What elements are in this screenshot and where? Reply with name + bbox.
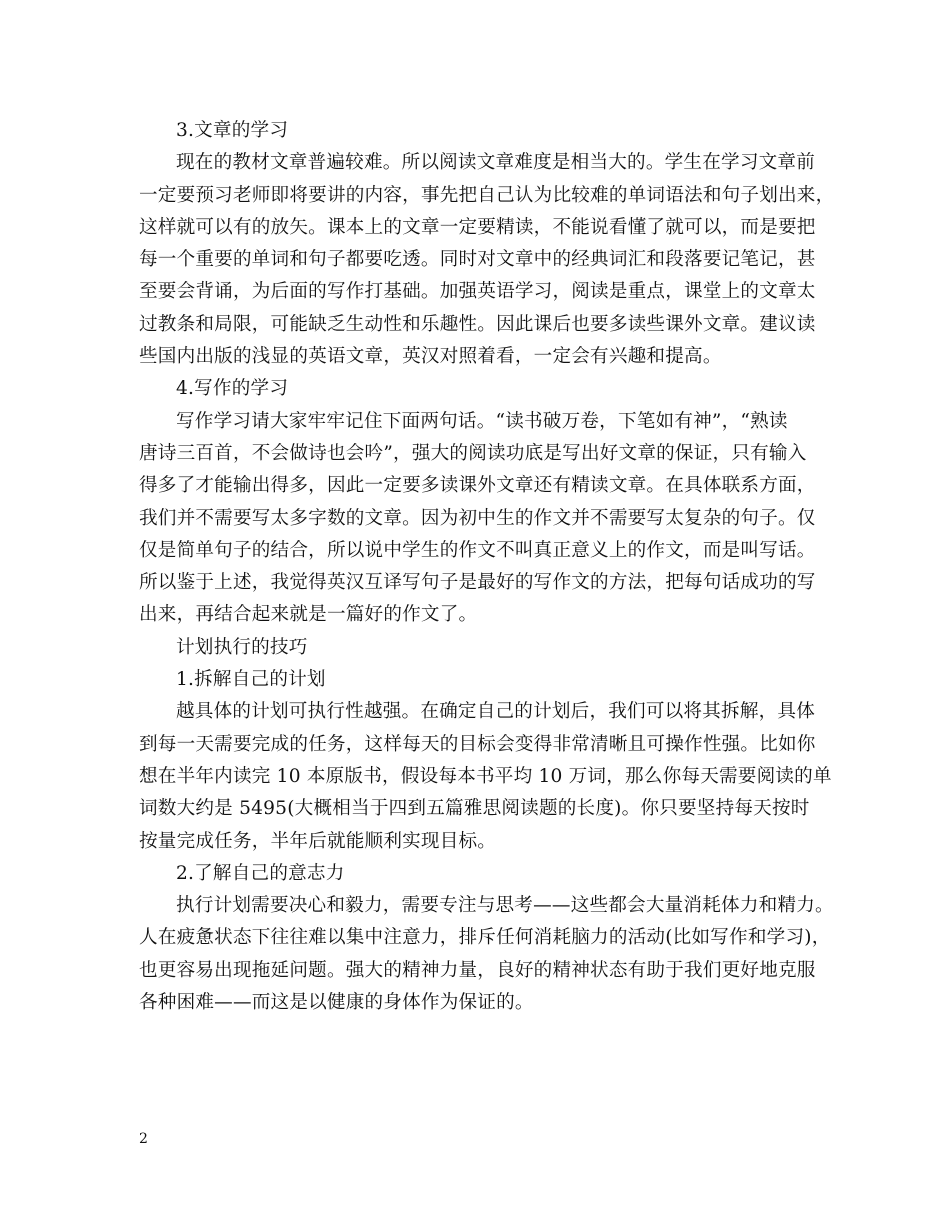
page-number: 2 xyxy=(139,1131,148,1147)
paragraph-line: 每一个重要的单词和句子都要吃透。同时对文章中的经典词汇和段落要记笔记，甚 xyxy=(139,249,816,271)
paragraph-line: 仅是简单句子的结合，所以说中学生的作文不叫真正意义上的作文，而是叫写话。 xyxy=(139,539,816,561)
paragraph-line: 过教条和局限，可能缺乏生动性和乐趣性。因此课后也要多读些课外文章。建议读 xyxy=(139,313,816,335)
paragraph-line: 所以鉴于上述，我觉得英汉互译写句子是最好的写作文的方法，把每句话成功的写 xyxy=(139,572,816,594)
paragraph-line: 得多了才能输出得多，因此一定要多读课外文章还有精读文章。在具体联系方面， xyxy=(139,475,816,497)
paragraph-line: 也更容易出现拖延问题。强大的精神力量，良好的精神状态有助于我们更好地克服 xyxy=(139,959,816,981)
paragraph-line: 些国内出版的浅显的英语文章，英汉对照着看，一定会有兴趣和提高。 xyxy=(139,346,722,368)
paragraph-line: 至要会背诵，为后面的写作打基础。加强英语学习，阅读是重点，课堂上的文章太 xyxy=(139,281,816,303)
paragraph-line: 一定要预习老师即将要讲的内容，事先把自己认为比较难的单词语法和句子划出来， xyxy=(139,184,835,206)
section-heading-article-study: 3.文章的学习 xyxy=(176,120,289,141)
subheading-break-down-plan: 1.拆解自己的计划 xyxy=(176,669,326,691)
paragraph-line: 现在的教材文章普遍较难。所以阅读文章难度是相当大的。学生在学习文章前 xyxy=(176,152,815,174)
section-heading-writing-study: 4.写作的学习 xyxy=(176,378,289,400)
paragraph-line: 我们并不需要写太多字数的文章。因为初中生的作文并不需要写太复杂的句子。仅 xyxy=(139,507,816,529)
paragraph-line: 各种困难——而这是以健康的身体作为保证的。 xyxy=(139,992,534,1014)
document-body xyxy=(139,115,835,1019)
paragraph-line: 人在疲惫状态下往往难以集中注意力，排斥任何消耗脑力的活动(比如写作和学习)， xyxy=(139,927,831,949)
paragraph-line: 想在半年内读完 10 本原版书，假设每本书平均 10 万词，那么你每天需要阅读的单 xyxy=(139,765,832,787)
paragraph-line: 按量完成任务，半年后就能顺利实现目标。 xyxy=(139,830,497,852)
paragraph-line: 越具体的计划可执行性越强。在确定自己的计划后，我们可以将其拆解，具体 xyxy=(176,701,815,723)
paragraph-line: 执行计划需要决心和毅力，需要专注与思考——这些都会大量消耗体力和精力。 xyxy=(176,895,834,917)
paragraph-line: 这样就可以有的放矢。课本上的文章一定要精读，不能说看懂了就可以，而是要把 xyxy=(139,216,816,238)
paragraph-line: 词数大约是 5495(大概相当于四到五篇雅思阅读题的长度)。你只要坚持每天按时 xyxy=(139,798,810,820)
subheading-willpower: 2.了解自己的意志力 xyxy=(176,862,345,884)
section-heading-plan-execution: 计划执行的技巧 xyxy=(176,636,308,658)
paragraph-line: 写作学习请大家牢牢记住下面两句话。“读书破万卷，下笔如有神”，“熟读 xyxy=(176,410,788,432)
paragraph-line: 出来，再结合起来就是一篇好的作文了。 xyxy=(139,604,478,626)
paragraph-line: 到每一天需要完成的任务，这样每天的目标会变得非常清晰且可操作性强。比如你 xyxy=(139,733,816,755)
paragraph-line: 唐诗三百首，不会做诗也会吟”，强大的阅读功底是写出好文章的保证，只有输入 xyxy=(139,442,807,464)
